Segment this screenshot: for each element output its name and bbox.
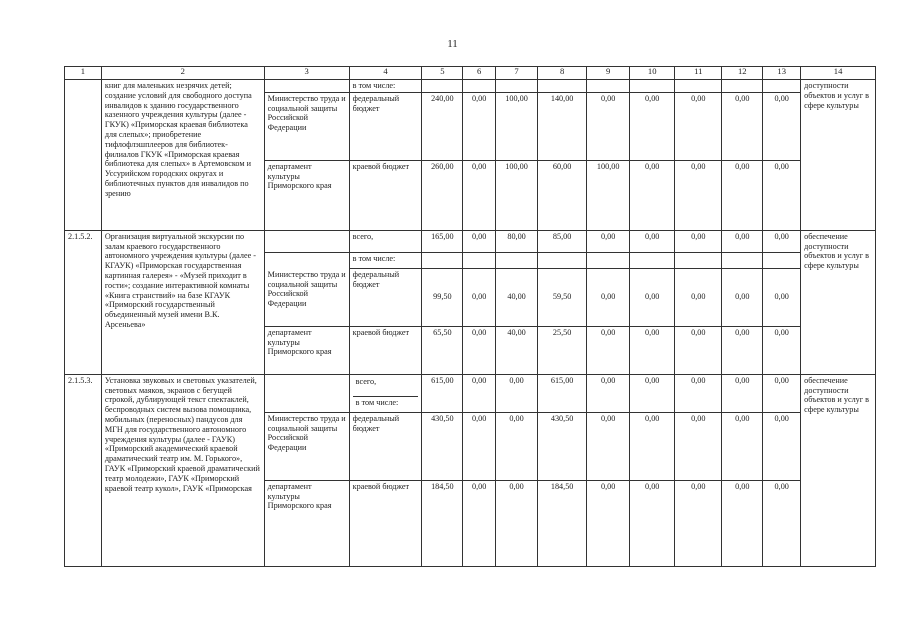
total-value: 0,00 xyxy=(630,230,675,252)
value-cell: 60,00 xyxy=(538,160,587,230)
value-cell: 0,00 xyxy=(630,480,675,566)
total-label: всего, xyxy=(355,376,377,386)
total-value: 0,00 xyxy=(463,374,496,412)
row-executor: Министерство труда и социальной защиты Российской Федерации xyxy=(264,252,349,326)
column-header: 12 xyxy=(722,67,763,80)
total-value: 80,00 xyxy=(496,230,538,252)
column-header: 14 xyxy=(801,67,876,80)
value-cell: 0,00 xyxy=(763,326,801,374)
value-cell: 99,50 xyxy=(422,268,463,326)
total-value: 165,00 xyxy=(422,230,463,252)
value-cell: 0,00 xyxy=(763,92,801,160)
value-cell: 0,00 xyxy=(496,412,538,480)
value-cell: 0,00 xyxy=(722,480,763,566)
value-cell: 0,00 xyxy=(587,412,630,480)
total-value: 0,00 xyxy=(587,374,630,412)
total-value: 0,00 xyxy=(763,230,801,252)
row-result: обеспечение доступности объектов и услуг в сфере культуры xyxy=(801,374,876,566)
row-source: краевой бюджет xyxy=(349,326,422,374)
row-source: федеральный бюджет xyxy=(349,412,422,480)
row-result: обеспечение доступности объектов и услуг в сфере культуры xyxy=(801,230,876,374)
value-cell: 0,00 xyxy=(763,412,801,480)
total-value: 615,00 xyxy=(538,374,587,412)
value-cell: 430,50 xyxy=(538,412,587,480)
column-header: 9 xyxy=(587,67,630,80)
row-executor: департамент культуры Приморского края xyxy=(264,326,349,374)
value-cell: 260,00 xyxy=(422,160,463,230)
row-code: 2.1.5.2. xyxy=(65,230,102,374)
value-cell: 0,00 xyxy=(463,160,496,230)
value-cell: 25,50 xyxy=(538,326,587,374)
row-executor: Министерство труда и социальной защиты Российской Федерации xyxy=(264,92,349,160)
table-row-total xyxy=(65,374,876,412)
value-cell: 0,00 xyxy=(675,160,722,230)
table-header-row xyxy=(65,67,876,80)
value-cell: 0,00 xyxy=(675,326,722,374)
row-source: краевой бюджет xyxy=(349,480,422,566)
value-cell: 0,00 xyxy=(722,160,763,230)
column-header: 3 xyxy=(264,67,349,80)
column-header: 5 xyxy=(422,67,463,80)
value-cell: 0,00 xyxy=(630,326,675,374)
value-cell: 0,00 xyxy=(763,480,801,566)
total-value: 85,00 xyxy=(538,230,587,252)
page-number: 11 xyxy=(447,38,458,50)
incl-label: в том числе: xyxy=(349,80,422,93)
value-cell: 65,50 xyxy=(422,326,463,374)
total-value: 0,00 xyxy=(675,230,722,252)
value-cell: 0,00 xyxy=(630,160,675,230)
value-cell: 0,00 xyxy=(763,160,801,230)
value-cell: 40,00 xyxy=(496,326,538,374)
value-cell: 240,00 xyxy=(422,92,463,160)
value-cell: 0,00 xyxy=(675,92,722,160)
value-cell: 0,00 xyxy=(587,480,630,566)
value-cell: 0,00 xyxy=(630,92,675,160)
row-result: доступности объектов и услуг в сфере культуры xyxy=(801,80,876,231)
row-source: краевой бюджет xyxy=(349,160,422,230)
column-header: 13 xyxy=(763,67,801,80)
total-value: 0,00 xyxy=(463,230,496,252)
total-value: 0,00 xyxy=(630,374,675,412)
column-header: 11 xyxy=(675,67,722,80)
value-cell: 0,00 xyxy=(463,326,496,374)
value-cell: 0,00 xyxy=(587,92,630,160)
value-cell: 0,00 xyxy=(463,92,496,160)
row-description: Установка звуковых и световых указателей, световых маяков, экранов с бегущей строкой, дублирующей текст спектаклей, беспроводных систем вызова помощника, мобильных (переносных) пандусов для МГН для государственного автономного учреждения культуры (далее - ГАУК) «Приморский академический краевой драматический театр им. М. Горького», ГАУК «Приморский краевой драматический театр молодежи», ГАУК «Приморский краевой театр кукол», ГАУК «Приморская xyxy=(101,374,264,566)
executor-cell xyxy=(264,230,349,252)
row-executor: департамент культуры Приморского края xyxy=(264,160,349,230)
value-cell: 0,00 xyxy=(496,480,538,566)
row-code: 2.1.5.3. xyxy=(65,374,102,566)
incl-label: в том числе: xyxy=(349,252,422,268)
value-cell: 0,00 xyxy=(722,412,763,480)
value-cell: 0,00 xyxy=(675,480,722,566)
value-cell: 0,00 xyxy=(722,326,763,374)
row-executor: Министерство труда и социальной защиты Российской Федерации xyxy=(264,412,349,480)
total-value: 0,00 xyxy=(722,230,763,252)
value-cell: 100,00 xyxy=(496,92,538,160)
table-row-total xyxy=(65,230,876,252)
value-cell: 0,00 xyxy=(630,412,675,480)
program-activities-table xyxy=(64,66,876,567)
value-cell: 100,00 xyxy=(587,160,630,230)
value-cell: 0,00 xyxy=(675,268,722,326)
value-cell: 100,00 xyxy=(496,160,538,230)
column-header: 6 xyxy=(463,67,496,80)
total-value: 0,00 xyxy=(496,374,538,412)
row-source: федеральный бюджет xyxy=(349,92,422,160)
value-cell: 0,00 xyxy=(587,326,630,374)
total-value: 0,00 xyxy=(587,230,630,252)
total-incl-cell xyxy=(349,374,422,412)
total-value: 615,00 xyxy=(422,374,463,412)
value-cell: 184,50 xyxy=(538,480,587,566)
value-cell: 0,00 xyxy=(463,268,496,326)
value-cell: 0,00 xyxy=(675,412,722,480)
value-cell: 0,00 xyxy=(630,268,675,326)
value-cell: 0,00 xyxy=(722,92,763,160)
column-header: 1 xyxy=(65,67,102,80)
column-header: 8 xyxy=(538,67,587,80)
value-cell: 0,00 xyxy=(763,268,801,326)
row-description: книг для маленьких незрячих детей; создание условий для свободного доступа инвалидов к зданию государственного казенного учреждения культуры (далее - ГКУК) «Приморская краевая библиотека для слепых»; приобретение тифлофлэшплееров для библиотек-филиалов ГКУК «Приморская краевая библиотека для слепых» в Артемовском и Уссурийском городских округах и библиотечных пунктов для инвалидов по зрению xyxy=(101,80,264,231)
value-cell: 40,00 xyxy=(496,268,538,326)
row-source: федеральный бюджет xyxy=(349,268,422,326)
incl-label: в том числе: xyxy=(353,396,419,409)
value-cell: 0,00 xyxy=(463,480,496,566)
value-cell: 184,50 xyxy=(422,480,463,566)
total-value: 0,00 xyxy=(722,374,763,412)
total-value: 0,00 xyxy=(763,374,801,412)
column-header: 10 xyxy=(630,67,675,80)
value-cell: 0,00 xyxy=(722,268,763,326)
value-cell: 0,00 xyxy=(587,268,630,326)
row-executor: департамент культуры Приморского края xyxy=(264,480,349,566)
executor-cell xyxy=(264,374,349,412)
value-cell: 430,50 xyxy=(422,412,463,480)
executor-cell xyxy=(264,80,349,93)
value-cell: 140,00 xyxy=(538,92,587,160)
table-row-incl xyxy=(65,80,876,93)
value-cell: 59,50 xyxy=(538,268,587,326)
column-header: 4 xyxy=(349,67,422,80)
total-label: всего, xyxy=(349,230,422,252)
row-code xyxy=(65,80,102,231)
value-cell: 0,00 xyxy=(463,412,496,480)
column-header: 2 xyxy=(101,67,264,80)
row-description: Организация виртуальной экскурсии по залам краевого государственного автономного учреждения культуры (далее - КГАУК) «Приморская государственная картинная галерея» - «Музей приходит в гости»; создание интерактивной комнаты «Книга странствий» на базе КГАУК «Приморский государственный объединенный музей имени В.К. Арсеньева» xyxy=(101,230,264,374)
total-value: 0,00 xyxy=(675,374,722,412)
column-header: 7 xyxy=(496,67,538,80)
